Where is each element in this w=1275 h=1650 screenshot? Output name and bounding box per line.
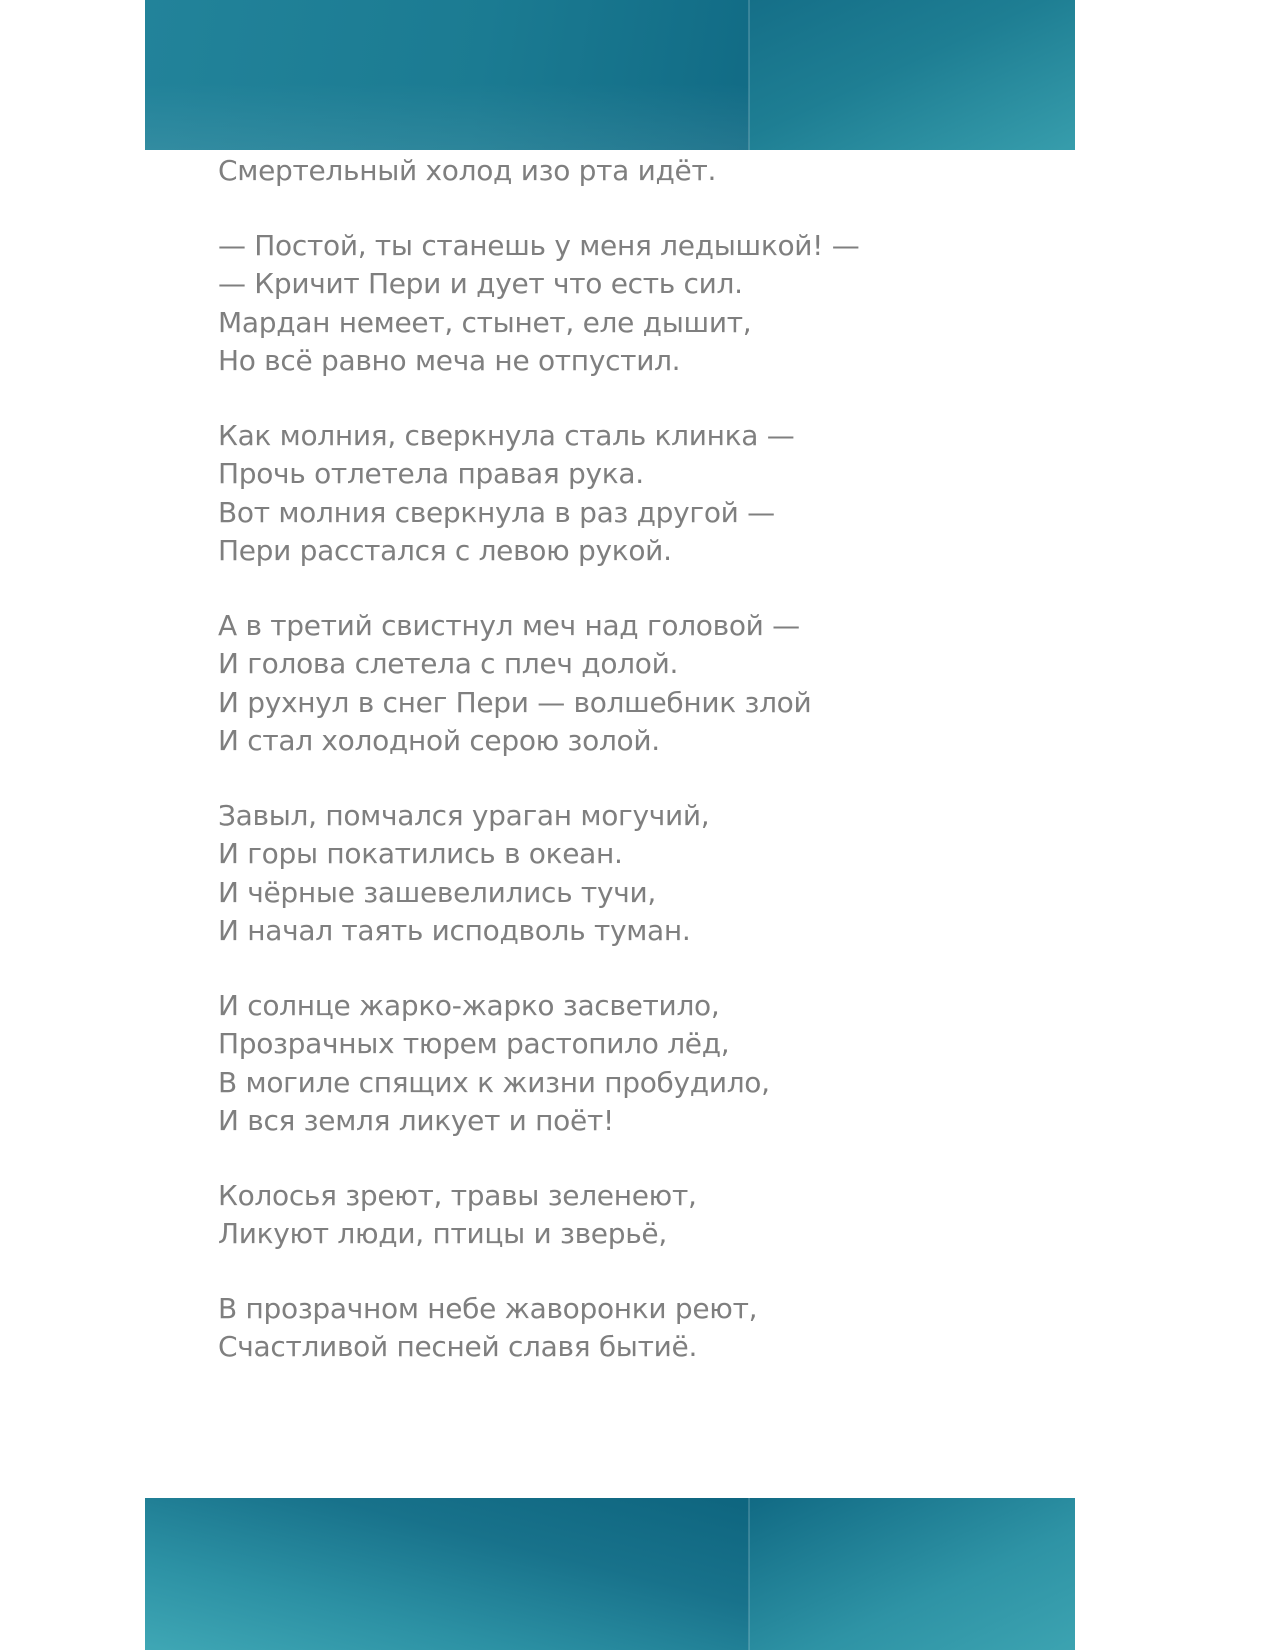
poem-line: И рухнул в снег Пери — волшебник злой	[218, 685, 812, 719]
header-band-left-panel	[145, 0, 749, 150]
footer-band-right-panel	[749, 1498, 1075, 1650]
poem-line: Но всё равно меча не отпустил.	[218, 344, 681, 377]
stanza	[218, 1290, 978, 1367]
stanza	[218, 607, 978, 761]
poem-line: Смертельный холод изо рта идёт.	[218, 154, 717, 187]
poem-line: И голова слетела с плеч долой.	[218, 647, 679, 680]
poem-line: И стал холодной серою золой.	[218, 724, 660, 757]
poem-line: И солнце жарко-жарко засветило,	[218, 988, 720, 1022]
poem-line: Колосья зреют, травы зеленеют,	[218, 1178, 697, 1212]
poem-text-block	[218, 152, 978, 1403]
stanza	[218, 797, 978, 951]
footer-band-fold-seam	[748, 1498, 750, 1650]
poem-line: Как молния, сверкнула сталь клинка —	[218, 418, 795, 452]
poem-line: В могиле спящих к жизни пробудило,	[218, 1065, 770, 1099]
header-gradient-band	[145, 0, 1075, 150]
stanza	[218, 227, 978, 381]
stanza	[218, 152, 978, 191]
poem-line: Прозрачных тюрем растопило лёд,	[218, 1027, 730, 1060]
footer-gradient-band	[145, 1498, 1075, 1650]
poem-line: Пери расстался с левою рукой.	[218, 534, 672, 567]
poem-line: А в третий свистнул меч над головой —	[218, 608, 800, 642]
poem-line: Мардан немеет, стынет, еле дышит,	[218, 305, 752, 339]
poem-line: — Постой, ты станешь у меня ледышкой! —	[218, 228, 860, 262]
header-band-right-panel	[749, 0, 1075, 150]
poem-line: И горы покатились в океан.	[218, 837, 623, 870]
poem-line: Ликуют люди, птицы и зверьё,	[218, 1217, 667, 1250]
poem-line: В прозрачном небе жаворонки реют,	[218, 1291, 758, 1325]
poem-line: Прочь отлетела правая рука.	[218, 457, 644, 490]
poem-line: Вот молния сверкнула в раз другой —	[218, 495, 775, 529]
poem-line: И чёрные зашевелились тучи,	[218, 875, 656, 909]
poem-line: Завыл, помчался ураган могучий,	[218, 798, 710, 832]
poem-line: — Кричит Пери и дует что есть сил.	[218, 267, 743, 300]
stanza	[218, 417, 978, 571]
stanza	[218, 987, 978, 1141]
poem-line: Счастливой песней славя бытиё.	[218, 1330, 698, 1363]
header-band-fold-seam	[748, 0, 750, 150]
footer-band-left-panel	[145, 1498, 749, 1650]
stanza	[218, 1177, 978, 1254]
poem-line: И вся земля ликует и поёт!	[218, 1104, 614, 1137]
poem-line: И начал таять исподволь туман.	[218, 914, 691, 947]
